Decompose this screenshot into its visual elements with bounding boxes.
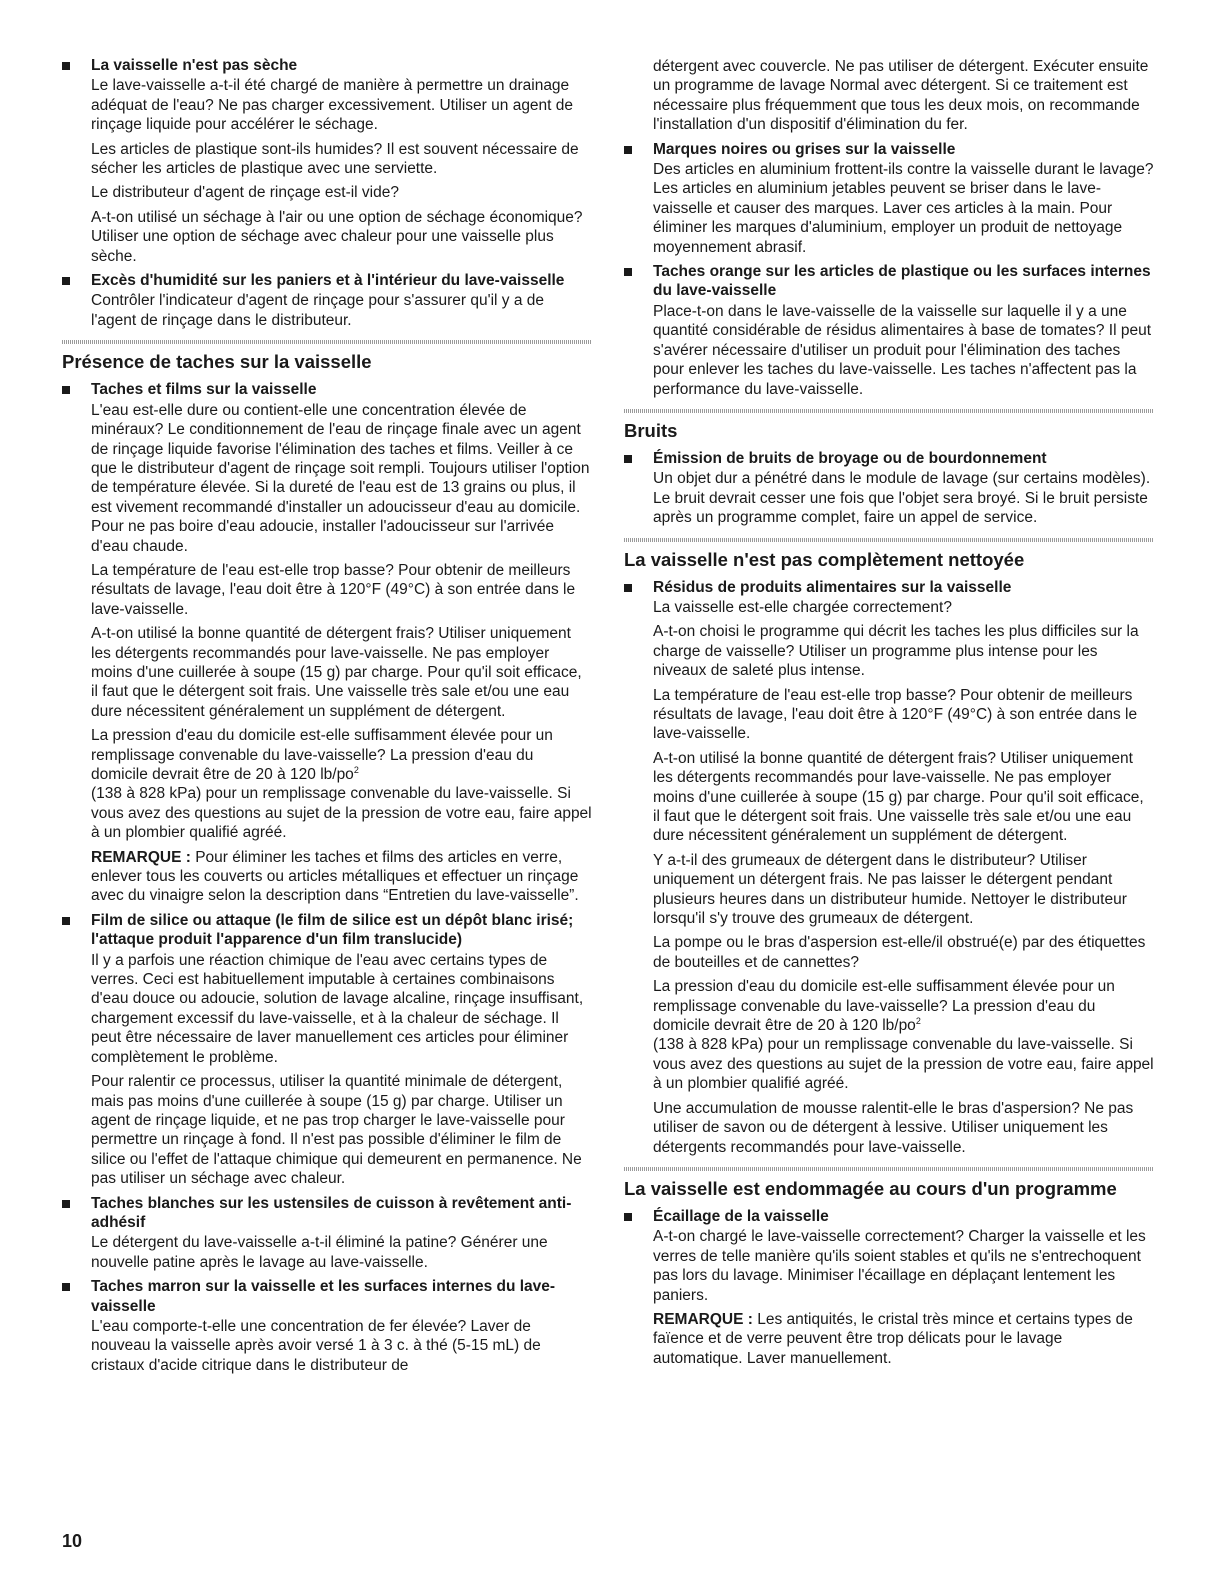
list-item-excess-humidity (62, 271, 592, 330)
item-title: Taches blanches sur les ustensiles de cuisson à revêtement anti-adhésif (91, 1194, 572, 1231)
bullet-icon (624, 268, 632, 276)
paragraph: Le lave-vaisselle a-t-il été chargé de manière à permettre un drainage adéquat de l'eau? Ne pas charger excessivement. Utiliser un agent de rinçage liquide pour accélérer le séchage. (91, 77, 574, 134)
paragraph-water-pressure (653, 977, 1154, 1093)
paragraph-continuation: détergent avec couvercle. Ne pas utiliser de détergent. Exécuter ensuite un programme de lavage Normal avec détergent. Si ce traitement est nécessaire plus fréquemment que tous les deux mois, on recommande l'installation d'un dispositif d'élimination du fer. (653, 58, 1149, 134)
paragraph: Le distributeur d'agent de rinçage est-il vide? (91, 184, 399, 202)
section-heading-not-clean: La vaisselle n'est pas complètement nettoyée (624, 548, 1025, 570)
bullet-icon (624, 584, 632, 592)
section-heading-noise: Bruits (624, 419, 678, 441)
list-item-silica-film (62, 911, 592, 1189)
item-title: Écaillage de la vaisselle (653, 1207, 829, 1225)
superscript: 2 (915, 1015, 921, 1026)
paragraph: Il y a parfois une réaction chimique de l'eau avec certains types de verres. Ceci est habituellement imputable à certaines combinaisons d'eau douce ou adoucie, solution de lavage alcaline, rinçage insuffisant, chargement excessif du lave-vaisselle, et à la chaleur de séchage. Il peut être nécessaire de laver manuellement ces articles pour éliminer complètement le problème. (91, 951, 584, 1066)
page-number: 10 (62, 1531, 83, 1551)
paragraph: A-t-on chargé le lave-vaisselle correctement? Charger la vaisselle et les verres de telle manière qu'ils soient stables et qu'ils ne s'entrechoquent pas lors du lavage. Minimiser l'écaillage en déplaçant lentement les paniers. (653, 1228, 1146, 1304)
item-title: Film de silice ou attaque (le film de silice est un dépôt blanc irisé; l'attaque produit l'apparence d'un film translucide) (91, 911, 574, 949)
section-heading-damaged: La vaisselle est endommagée au cours d'un programme (624, 1177, 1117, 1199)
pressure-text: La pression d'eau du domicile est-elle suffisamment élevée pour un remplissage convenable du lave-vaisselle? La pression d'eau du domicile devrait être de 20 à 120 lb/po (91, 727, 553, 783)
bullet-icon (624, 455, 632, 463)
list-item-spots-films (62, 380, 592, 906)
paragraph: Le détergent du lave-vaisselle a-t-il éliminé la patine? Générer une nouvelle patine après le lavage au lave-vaisselle. (91, 1234, 548, 1271)
paragraph: Une accumulation de mousse ralentit-elle le bras d'aspersion? Ne pas utiliser de savon ou de détergent à lessive. Utiliser uniquement les détergents recommandés pour lave-vaisselle. (653, 1099, 1134, 1156)
pressure-text: (138 à 828 kPa) pour un remplissage convenable du lave-vaisselle. Si vous avez des questions au sujet de la pression de votre eau, faire appel à un plombier qualifié agréé. (653, 1036, 1154, 1093)
paragraph: L'eau est-elle dure ou contient-elle une concentration élevée de minéraux? Le conditionnement de l'eau de rinçage finale avec un agent de rinçage liquide favorise l'élimination des taches et films. Veiller à ce que le distributeur d'agent de rinçage soit rempli. Toujours utiliser l'option de température élevée. Si la dureté de l'eau est de 13 grains ou plus, il est vivement recommandé d'installer un adoucisseur d'eau au domicile. Pour ne pas boire d'eau adoucie, installer l'adoucisseur sur l'arrivée d'eau chaude. (91, 401, 590, 555)
paragraph: Contrôler l'indicateur d'agent de rinçage pour s'assurer qu'il y a de l'agent de rinçage dans le distributeur. (91, 292, 544, 329)
left-column (62, 56, 592, 1380)
bullet-icon (62, 277, 70, 285)
list-item-dishes-not-dry (62, 56, 592, 266)
section-divider (62, 340, 592, 344)
bullet-icon (624, 1213, 632, 1221)
item-title: Émission de bruits de broyage ou de bourdonnement (653, 449, 1047, 467)
bullet-icon (624, 146, 632, 154)
list-item-orange-stains (624, 262, 1154, 399)
item-title: Taches marron sur la vaisselle et les surfaces internes du lave-vaisselle (91, 1278, 556, 1315)
item-title: Résidus de produits alimentaires sur la vaisselle (653, 578, 1012, 596)
paragraph: A-t-on utilisé la bonne quantité de détergent frais? Utiliser uniquement les détergents recommandés pour lave-vaisselle. Ne pas employer moins d'une cuillerée à soupe (15 g) par charge. Pour qu'il soit efficace, il faut que le détergent soit frais. Une vaisselle très sale et/ou une eau dure nécessitent généralement un supplément de détergent. (91, 625, 582, 720)
paragraph: La pompe ou le bras d'aspersion est-elle/il obstrué(e) par des étiquettes de bouteilles et de cannettes? (653, 934, 1146, 971)
paragraph: La température de l'eau est-elle trop basse? Pour obtenir de meilleurs résultats de lavage, l'eau doit être à 120°F (49°C) à son entrée dans le lave-vaisselle. (91, 561, 576, 618)
paragraph: Pour ralentir ce processus, utiliser la quantité minimale de détergent, mais pas moins d'une cuillerée à soupe (15 g) par charge. Utiliser un agent de rinçage liquide, et ne pas trop charger le lave-vaisselle pour permettre un rinçage à fond. Il n'est pas possible d'éliminer le film de silice ou l'effet de l'attaque chimique qui demeurent en permanence. Ne pas utiliser un séchage avec chaleur. (91, 1073, 582, 1188)
section-divider (624, 409, 1154, 413)
section-divider (624, 538, 1154, 542)
item-title: Taches et films sur la vaisselle (91, 381, 317, 399)
pressure-text: La pression d'eau du domicile est-elle suffisamment élevée pour un remplissage convenable du lave-vaisselle? La pression d'eau du domicile devrait être de 20 à 120 lb/po (653, 978, 1115, 1035)
list-item-white-spots (62, 1194, 592, 1273)
pressure-text: (138 à 828 kPa) pour un remplissage convenable du lave-vaisselle. Si vous avez des questions au sujet de la pression de votre eau, faire appel à un plombier qualifié agréé. (91, 785, 592, 842)
paragraph-water-pressure (91, 726, 592, 842)
bullet-icon (62, 62, 70, 70)
list-item-food-residue (624, 578, 1154, 1157)
note-paragraph (653, 1310, 1154, 1368)
item-title: La vaisselle n'est pas sèche (91, 57, 298, 74)
item-title: Excès d'humidité sur les paniers et à l'intérieur du lave-vaisselle (91, 272, 565, 290)
paragraph: A-t-on utilisé la bonne quantité de détergent frais? Utiliser uniquement les détergents recommandés pour lave-vaisselle. Ne pas employer moins d'une cuillerée à soupe (15 g) par charge. Pour qu'il soit efficace, il faut que le détergent soit frais. Une vaisselle très sale et/ou une eau dure nécessitent généralement un supplément de détergent. (653, 749, 1144, 845)
paragraph: Des articles en aluminium frottent-ils contre la vaisselle durant le lavage? Les articles en aluminium jetables peuvent se briser dans le lave-vaisselle et causer des marques. Laver ces articles à la main. Pour éliminer les marques d'aluminium, employer un produit de nettoyage moyennement abrasif. (653, 161, 1154, 256)
note-label: REMARQUE : (91, 848, 191, 866)
paragraph: Y a-t-il des grumeaux de détergent dans le distributeur? Utiliser uniquement un détergent frais. Ne pas laisser le détergent pendant plusieurs heures dans un distributeur humide. Nettoyer le distributeur lorsqu'il s'y trouve des grumeaux de détergent. (653, 851, 1127, 928)
section-divider (624, 1167, 1154, 1171)
paragraph: Les articles de plastique sont-ils humides? Il est souvent nécessaire de sécher les articles de plastique avec une serviette. (91, 140, 579, 178)
item-title: Taches orange sur les articles de plastique ou les surfaces internes du lave-vaisselle (653, 263, 1151, 300)
note-paragraph (91, 848, 592, 906)
note-text: Pour éliminer les taches et films des articles en verre, enlever tous les couverts ou articles métalliques et effectuer un rinçage avec du vinaigre selon la description dans “Entretien du lave-vaisselle”. (91, 848, 579, 905)
bullet-icon (62, 386, 70, 394)
paragraph: Place-t-on dans le lave-vaisselle de la vaisselle sur laquelle il y a une quantité considérable de résidus alimentaires à base de tomates? Il peut s'avérer nécessaire d'utiliser un produit pour l'élimination des taches pour enlever les taches du lave-vaisselle. Les taches n'affectent pas la performance du lave-vaisselle. (653, 302, 1152, 398)
list-item-chipping (624, 1207, 1154, 1368)
list-item-black-marks (624, 140, 1154, 257)
list-item-brown-stains (62, 1277, 592, 1375)
paragraph: Un objet dur a pénétré dans le module de lavage (sur certains modèles). Le bruit devrait cesser une fois que l'objet sera broyé. Si le bruit persiste après un programme complet, faire un appel de service. (653, 470, 1151, 527)
bullet-icon (62, 917, 70, 925)
bullet-icon (62, 1200, 70, 1208)
section-heading-spots: Présence de taches sur la vaisselle (62, 351, 372, 373)
paragraph: A-t-on utilisé un séchage à l'air ou une option de séchage économique? Utiliser une option de séchage avec chaleur pour une vaisselle plus sèche. (91, 208, 583, 265)
note-text: Les antiquités, le cristal très mince et certains types de faïence et de verre peuvent être trop délicats pour le lavage automatique. Laver manuellement. (653, 1310, 1133, 1367)
list-item-grinding-noise (624, 449, 1154, 528)
bullet-icon (62, 1283, 70, 1291)
item-title: Marques noires ou grises sur la vaisselle (653, 140, 956, 158)
right-column (624, 57, 1154, 1373)
paragraph: L'eau comporte-t-elle une concentration de fer élevée? Laver de nouveau la vaisselle après avoir versé 1 à 3 c. à thé (5-15 mL) de cristaux d'acide citrique dans le distributeur de (91, 1317, 541, 1374)
paragraph: La température de l'eau est-elle trop basse? Pour obtenir de meilleurs résultats de lavage, l'eau doit être à 120°F (49°C) à son entrée dans le lave-vaisselle. (653, 686, 1138, 743)
superscript: 2 (353, 764, 359, 775)
paragraph: La vaisselle est-elle chargée correctement? (653, 598, 952, 616)
note-label: REMARQUE : (653, 1310, 753, 1328)
paragraph: A-t-on choisi le programme qui décrit les taches les plus difficiles sur la charge de vaisselle? Utiliser un programme plus intense pour les niveaux de saleté plus intense. (653, 623, 1139, 680)
